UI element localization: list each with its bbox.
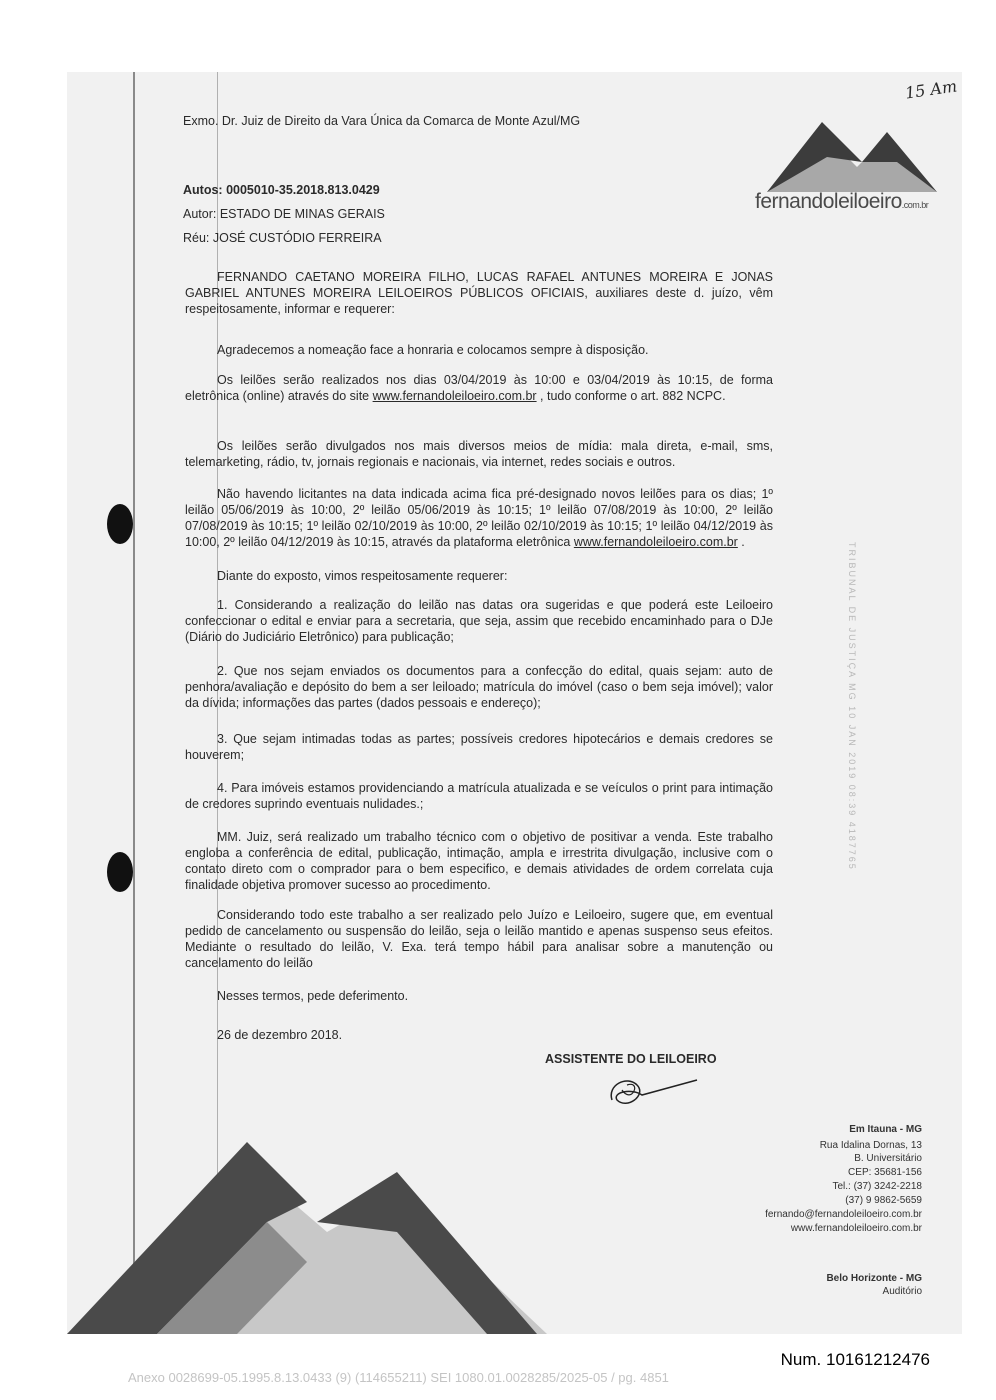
intro-paragraph: FERNANDO CAETANO MOREIRA FILHO, LUCAS RAFAEL ANTUNES MOREIRA E JONAS GABRIEL ANTUNES MOREIRA LEILOEIROS PÚBLICOS OFICIAIS, auxiliares deste d. juízo, vêm respeitosamente, informar e requerer: — [185, 270, 773, 316]
annex-footer: Anexo 0028699-05.1995.8.13.0433 (9) (114655211) SEI 1080.01.0028285/2025-05 / pg. 4851 — [128, 1370, 669, 1385]
punch-hole-bottom — [107, 852, 133, 892]
closing: Nesses termos, pede deferimento. — [217, 989, 409, 1003]
request-item-3: 3. Que sejam intimadas todas as partes; possíveis credores hipotecários e demais credores se houverem; — [185, 732, 773, 762]
reu-line: Réu: JOSÉ CUSTÓDIO FERREIRA — [183, 231, 382, 245]
footer-cep: CEP: 35681-156 — [848, 1167, 922, 1178]
reception-stamp: TRIBUNAL DE JUSTIÇA MG 10 JAN 2019 08:39 4187765 — [847, 542, 857, 871]
paragraph-technical-work: MM. Juiz, será realizado um trabalho técnico com o objetivo de positivar a venda. Este trabalho engloba a conferência de edital, publicação, intimação, ampla e irrestrita divulgação, inclusive com o contato direto com o comprador para o bem especifico, e demais atividades de ordem correlata cuja finalidade objetiva promover sucesso ao procedimento. — [185, 830, 773, 892]
document-date: 26 de dezembro 2018. — [217, 1028, 343, 1042]
document-number: Num. 10161212476 — [780, 1350, 930, 1369]
footer-address-1: Rua Idalina Dornas, 13 — [819, 1140, 922, 1151]
request-item-1: 1. Considerando a realização do leilão nas datas ora sugeridas e que poderá este Leiloeiro confeccionar o edital e enviar para a secretaria, que seja, assim que recebido encaminhado para o DJe (Diário do Judiciário Eletrônico) para publicação; — [185, 598, 773, 644]
footer-city-itauna: Em Itauna - MG — [849, 1124, 922, 1135]
paragraph-thanks: Agradecemos a nomeação face a honraria e colocamos sempre à disposição. — [217, 343, 649, 357]
punch-hole-top — [107, 504, 133, 544]
mountain-logo-icon — [767, 112, 937, 192]
footer-email[interactable]: fernando@fernandoleiloeiro.com.br — [765, 1209, 922, 1220]
handwritten-note: 15 Am — [903, 76, 959, 103]
handwritten-signature-icon — [602, 1070, 702, 1115]
paragraph-new-dates: Não havendo licitantes na data indicada acima fica pré-designado novos leilões para os dias; 1º leilão 05/06/2019 às 10:00, 2º leilão 05/06/2019 às 10:15; 1º leilão 07/08/2019 às 10:00, 2º leilão 07/08/2019 às 10:15; 1º leilão 02/10/2019 às 10:00, 2º leilão 02/10/2019 às 10:15; 1º leilão 04/12/2019 às 10:00, 2º leilão 04/12/2019 às 10:15, através da plataforma eletrônica www.fernandoleiloeiro.com.br . — [185, 487, 773, 549]
footer-tel-2: (37) 9 9862-5659 — [845, 1195, 922, 1206]
request-item-2: 2. Que nos sejam enviados os documentos para a confecção do edital, quais sejam: auto de penhora/avaliação e depósito do bem a ser leiloado; matrícula do imóvel (caso o bem seja imóvel); valor da dívida; informações das partes (dados pessoais e endereço); — [185, 664, 773, 710]
footer-address-2: B. Universitário — [854, 1153, 922, 1164]
paragraph-auction-dates: Os leilões serão realizados nos dias 03/04/2019 às 10:00 e 03/04/2019 às 10:15, de forma eletrônica (online) através do site www.fernandoleiloeiro.com.br , tudo conforme o art. 882 NCPC. — [185, 373, 773, 403]
paragraph-cancellation: Considerando todo este trabalho a ser realizado pelo Juízo e Leiloeiro, sugere que, em eventual pedido de cancelamento ou suspensão do leilão, seja o leilão mantido e apenas suspenso seus efeitos. Mediante o resultado do leilão, V. Exa. terá tempo hábil para analisar sobre a manutenção ou cancelamento do leilão — [185, 908, 773, 970]
autor-line: Autor: ESTADO DE MINAS GERAIS — [183, 207, 385, 221]
paragraph-request-intro: Diante do exposto, vimos respeitosamente requerer: — [217, 569, 508, 583]
request-item-4: 4. Para imóveis estamos providenciando a matrícula atualizada e se veículos o print para intimação de credores suprindo eventuais nulidades.; — [185, 781, 773, 811]
footer-tel-1: Tel.: (37) 3242-2218 — [832, 1181, 922, 1192]
footer-city-bh: Belo Horizonte - MG — [826, 1273, 922, 1284]
footer-auditorio: Auditório — [882, 1286, 922, 1297]
mountain-decoration-icon — [67, 1112, 547, 1334]
paragraph-publicity: Os leilões serão divulgados nos mais diversos meios de mídia: mala direta, e-mail, sms, telemarketing, rádio, tv, jornais regionais e nacionais, via internet, redes sociais e outros. — [185, 439, 773, 469]
scanned-document — [67, 72, 962, 1334]
signature-label: ASSISTENTE DO LEILOEIRO — [545, 1052, 717, 1066]
addressee: Exmo. Dr. Juiz de Direito da Vara Única da Comarca de Monte Azul/MG — [183, 114, 581, 128]
autos-line: Autos: 0005010-35.2018.813.0429 — [183, 183, 380, 197]
footer-site[interactable]: www.fernandoleiloeiro.com.br — [790, 1223, 922, 1234]
brand-name: fernandoleiloeiro.com.br — [755, 190, 929, 213]
platform-link[interactable]: www.fernandoleiloeiro.com.br — [573, 535, 738, 549]
site-link[interactable]: www.fernandoleiloeiro.com.br — [372, 389, 537, 403]
